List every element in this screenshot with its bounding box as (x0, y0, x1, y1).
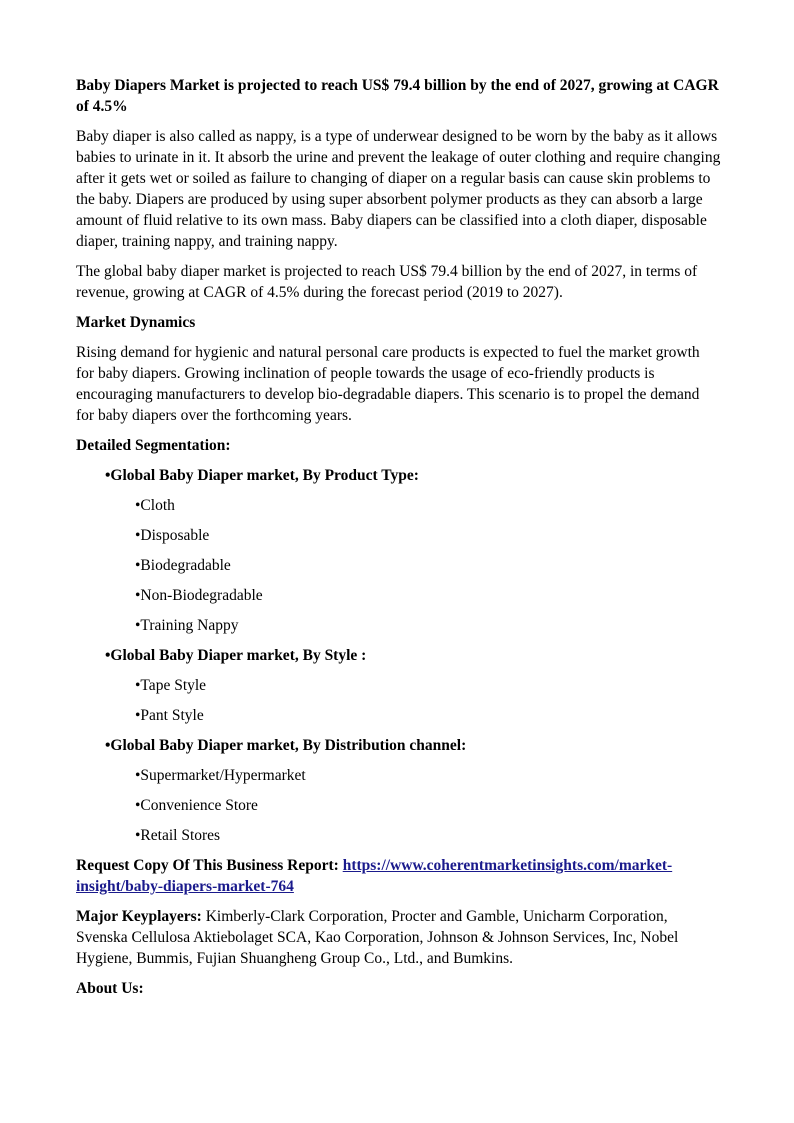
headline: Baby Diapers Market is projected to reach US$ 79.4 billion by the end of 2027, growing at CAGR of 4.5% (76, 77, 719, 115)
segment-item: •Tape Style (135, 677, 207, 694)
segment-item: •Training Nappy (135, 617, 239, 634)
request-copy-line (76, 855, 721, 897)
segment-item: •Convenience Store (135, 797, 258, 814)
market-paragraph: The global baby diaper market is projected to reach US$ 79.4 billion by the end of 2027, in terms of revenue, growing at CAGR of 4.5% during the forecast period (2019 to 2027). (76, 263, 698, 301)
dynamics-heading: Market Dynamics (76, 314, 196, 331)
segment-item: •Non-Biodegradable (135, 587, 263, 604)
keyplayers-label: Major Keyplayers: (76, 908, 202, 925)
keyplayers-text: Kimberly-Clark Corporation, Procter and Gamble, Unicharm Corporation, Svenska Cellulosa Aktiebolaget SCA, Kao Corporation, Johnson & Johnson Services, Inc, Nobel Hygiene, Bummis, Fujian Shuangheng Group Co., Ltd., and Bumkins. (76, 908, 679, 967)
segment-item: •Retail Stores (135, 827, 221, 844)
document-page (76, 75, 721, 1008)
segment-item: •Pant Style (135, 707, 204, 724)
segment-item: •Disposable (135, 527, 210, 544)
segment-title-product-type: •Global Baby Diaper market, By Product Type: (105, 467, 419, 484)
request-copy-label: Request Copy Of This Business Report: (76, 857, 343, 874)
about-heading: About Us: (76, 980, 144, 997)
segment-item: •Cloth (135, 497, 175, 514)
intro-paragraph: Baby diaper is also called as nappy, is a type of underwear designed to be worn by the baby as it allows babies to urinate in it. It absorb the urine and prevent the leakage of outer clothing and require changing after it gets wet or soiled as failure to changing of diaper on a regular basis can cause skin problems to the baby. Diapers are produced by using super absorbent polymer products as they can absorb a large amount of fluid relative to its own mass. Baby diapers can be classified into a cloth diaper, disposable diaper, training nappy, and training nappy. (76, 128, 721, 250)
segment-title-style: •Global Baby Diaper market, By Style : (105, 647, 367, 664)
segmentation-heading: Detailed Segmentation: (76, 437, 231, 454)
segment-item: •Supermarket/Hypermarket (135, 767, 306, 784)
segment-item: •Biodegradable (135, 557, 231, 574)
dynamics-paragraph: Rising demand for hygienic and natural personal care products is expected to fuel the market growth for baby diapers. Growing inclination of people towards the usage of eco-friendly products is encouraging manufacturers to develop bio-degradable diapers. This scenario is to propel the demand for baby diapers over the forthcoming years. (76, 344, 700, 424)
segment-title-distribution-channel: •Global Baby Diaper market, By Distribution channel: (105, 737, 467, 754)
report-link[interactable]: https://www.coherentmarketinsights.com/market-insight/baby-diapers-market-764 (76, 857, 673, 895)
keyplayers-line (76, 906, 721, 969)
